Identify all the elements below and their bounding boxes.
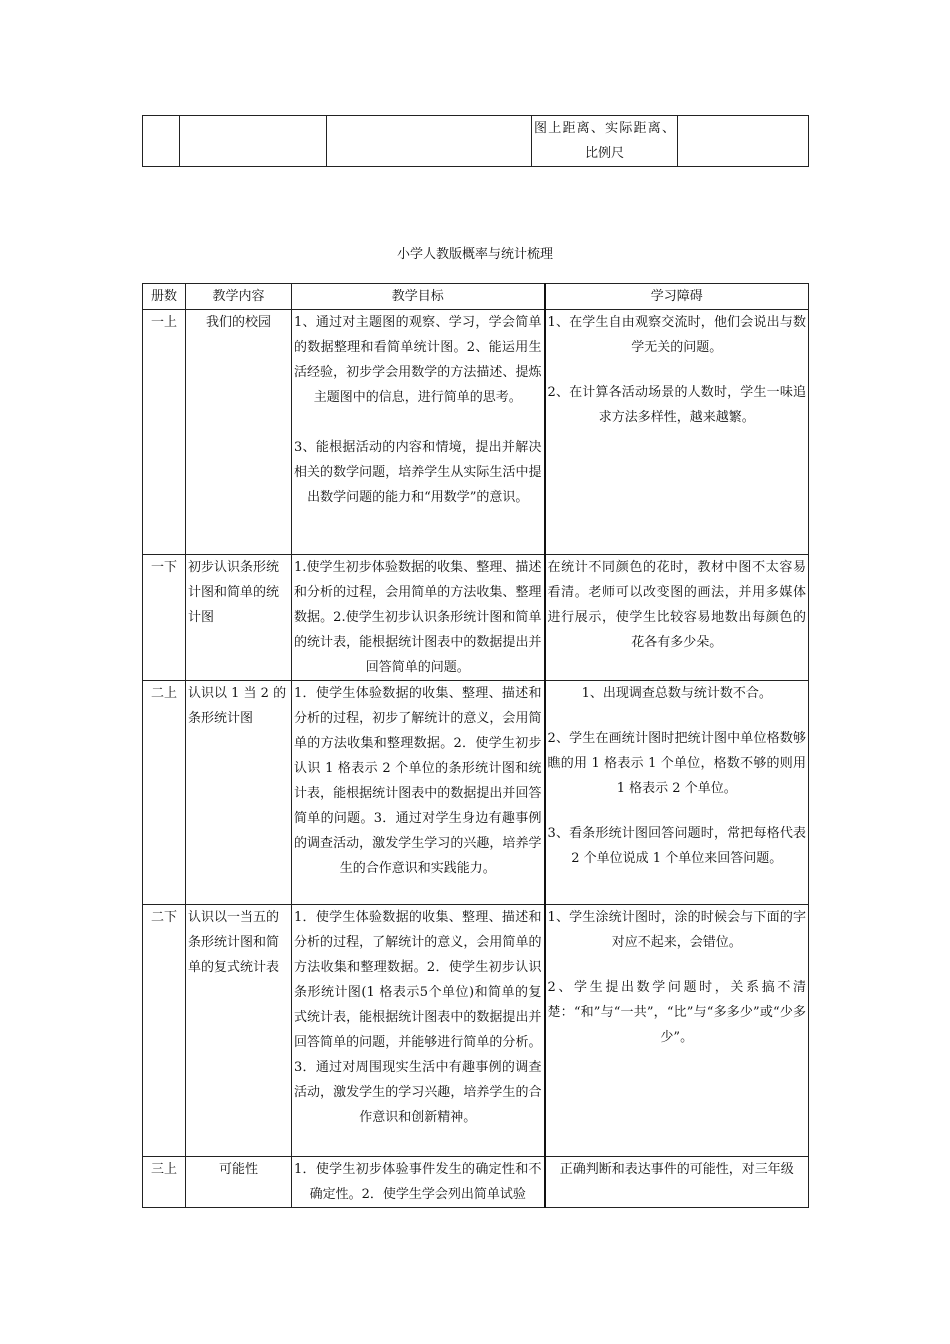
goals-cell [292, 555, 545, 681]
obstacle-text: 在统计不同颜色的花时，教材中图不太容易看清。老师可以改变图的画法，并用多媒体进行展示，使学生比较容易地数出每颜色的花各有多少朵。 [547, 560, 806, 650]
document-title: 小学人教版概率与统计梳理 [396, 247, 553, 262]
content-cell: 可能性 [186, 1157, 292, 1208]
goals-cell [292, 905, 545, 1157]
goal-text: 3、能根据活动的内容和情境，提出并解决相关的数学问题，培养学生从实际生活中提出数学问题的能力和“用数学”的意识。 [294, 440, 542, 505]
grade-cell: 二上 [143, 681, 186, 905]
top-cell-5 [678, 116, 809, 167]
table-row [143, 116, 809, 167]
goal-text: 1．使学生初步体验事件发生的确定性和不确定性。2．使学生学会列出简单试验 [294, 1162, 542, 1202]
obstacle-text: 正确判断和表达事件的可能性，对三年级 [559, 1162, 794, 1177]
obstacle-text: 1、学生涂统计图时，涂的时候会与下面的字对应不起来，会错位。 [547, 910, 806, 950]
goal-text: 1．使学生体验数据的收集、整理、描述和分析的过程，了解统计的意义，会用简单的方法收集和整理数据。2．使学生初步认识条形统计图(1 格表示5个单位)和简单的复式统计表，能根据统计图表中的数据提出并回答简单的问题，并能够进行简单的分析。3．通过对周围现实生活中有趣事例的调查活动，激发学生的学习兴趣，培养学生的合作意识和创新精神。 [294, 910, 542, 1125]
obstacle-text: 2、在计算各活动场景的人数时，学生一味追求方法多样性，越来越繁。 [547, 385, 806, 425]
obstacle-text: 1、在学生自由观察交流时，他们会说出与数学无关的问题。 [547, 315, 806, 355]
goal-text: 1.使学生初步体验数据的收集、整理、描述和分析的过程，会用简单的方法收集、整理数据。2.使学生初步认识条形统计图和简单的统计表，能根据统计图表中的数据提出并回答简单的问题。 [294, 560, 542, 675]
obstacles-cell [545, 1157, 809, 1208]
table-row [143, 555, 809, 681]
grade-cell: 一下 [143, 555, 186, 681]
obstacles-cell [545, 681, 809, 905]
content-cell: 认识以一当五的条形统计图和简单的复式统计表 [186, 905, 292, 1157]
table-row [143, 681, 809, 905]
top-cell-4: 图上距离、实际距离、比例尺 [532, 116, 678, 167]
statistics-outline-table [142, 283, 809, 1208]
grade-cell: 一上 [143, 310, 186, 555]
top-cell-1 [143, 116, 180, 167]
obstacles-cell [545, 555, 809, 681]
table-row [143, 310, 809, 555]
obstacle-text: 1、出现调查总数与统计数不合。 [581, 686, 772, 701]
header-obstacles: 学习障碍 [545, 284, 809, 310]
goal-text: 1、通过对主题图的观察、学习，学会简单的数据整理和看简单统计图。2、能运用生活经验，初步学会用数学的方法描述、提炼主题图中的信息，进行简单的思考。 [294, 315, 542, 405]
obstacle-text: 2、学生在画统计图时把统计图中单位格数够瞧的用 1 格表示 1 个单位，格数不够的则用 1 格表示 2 个单位。 [547, 731, 806, 796]
table-row [143, 1157, 809, 1208]
top-cell-3 [327, 116, 532, 167]
obstacles-cell [545, 905, 809, 1157]
goals-cell [292, 1157, 545, 1208]
goals-cell [292, 310, 545, 555]
obstacles-cell [545, 310, 809, 555]
top-cell-2 [180, 116, 327, 167]
goal-text: 1．使学生体验数据的收集、整理、描述和分析的过程，初步了解统计的意义，会用简单的方法收集和整理数据。2．使学生初步认识 1 格表示 2 个单位的条形统计图和统计表，能根据统计图表中的数据提出并回答简单的问题。3．通过对学生身边有趣事例的调查活动，激发学生学习的兴趣，培养学生的合作意识和实践能力。 [294, 686, 542, 876]
obstacle-text: 3、看条形统计图回答问题时，常把每格代表 2 个单位说成 1 个单位来回答问题。 [547, 826, 806, 866]
content-cell: 认识以 1 当 2 的条形统计图 [186, 681, 292, 905]
grade-cell: 二下 [143, 905, 186, 1157]
header-row [143, 284, 809, 310]
header-content: 教学内容 [186, 284, 292, 310]
header-grade: 册数 [143, 284, 186, 310]
grade-cell: 三上 [143, 1157, 186, 1208]
obstacle-text: 2、学生提出数学问题时，关系搞不清楚：“和”与“一共”，“比”与“多多少”或“少多少”。 [547, 980, 806, 1045]
header-goals: 教学目标 [292, 284, 545, 310]
table-row [143, 905, 809, 1157]
goals-cell [292, 681, 545, 905]
content-cell: 初步认识条形统计图和简单的统计图 [186, 555, 292, 681]
top-continuation-table [142, 115, 809, 167]
content-cell: 我们的校园 [186, 310, 292, 555]
